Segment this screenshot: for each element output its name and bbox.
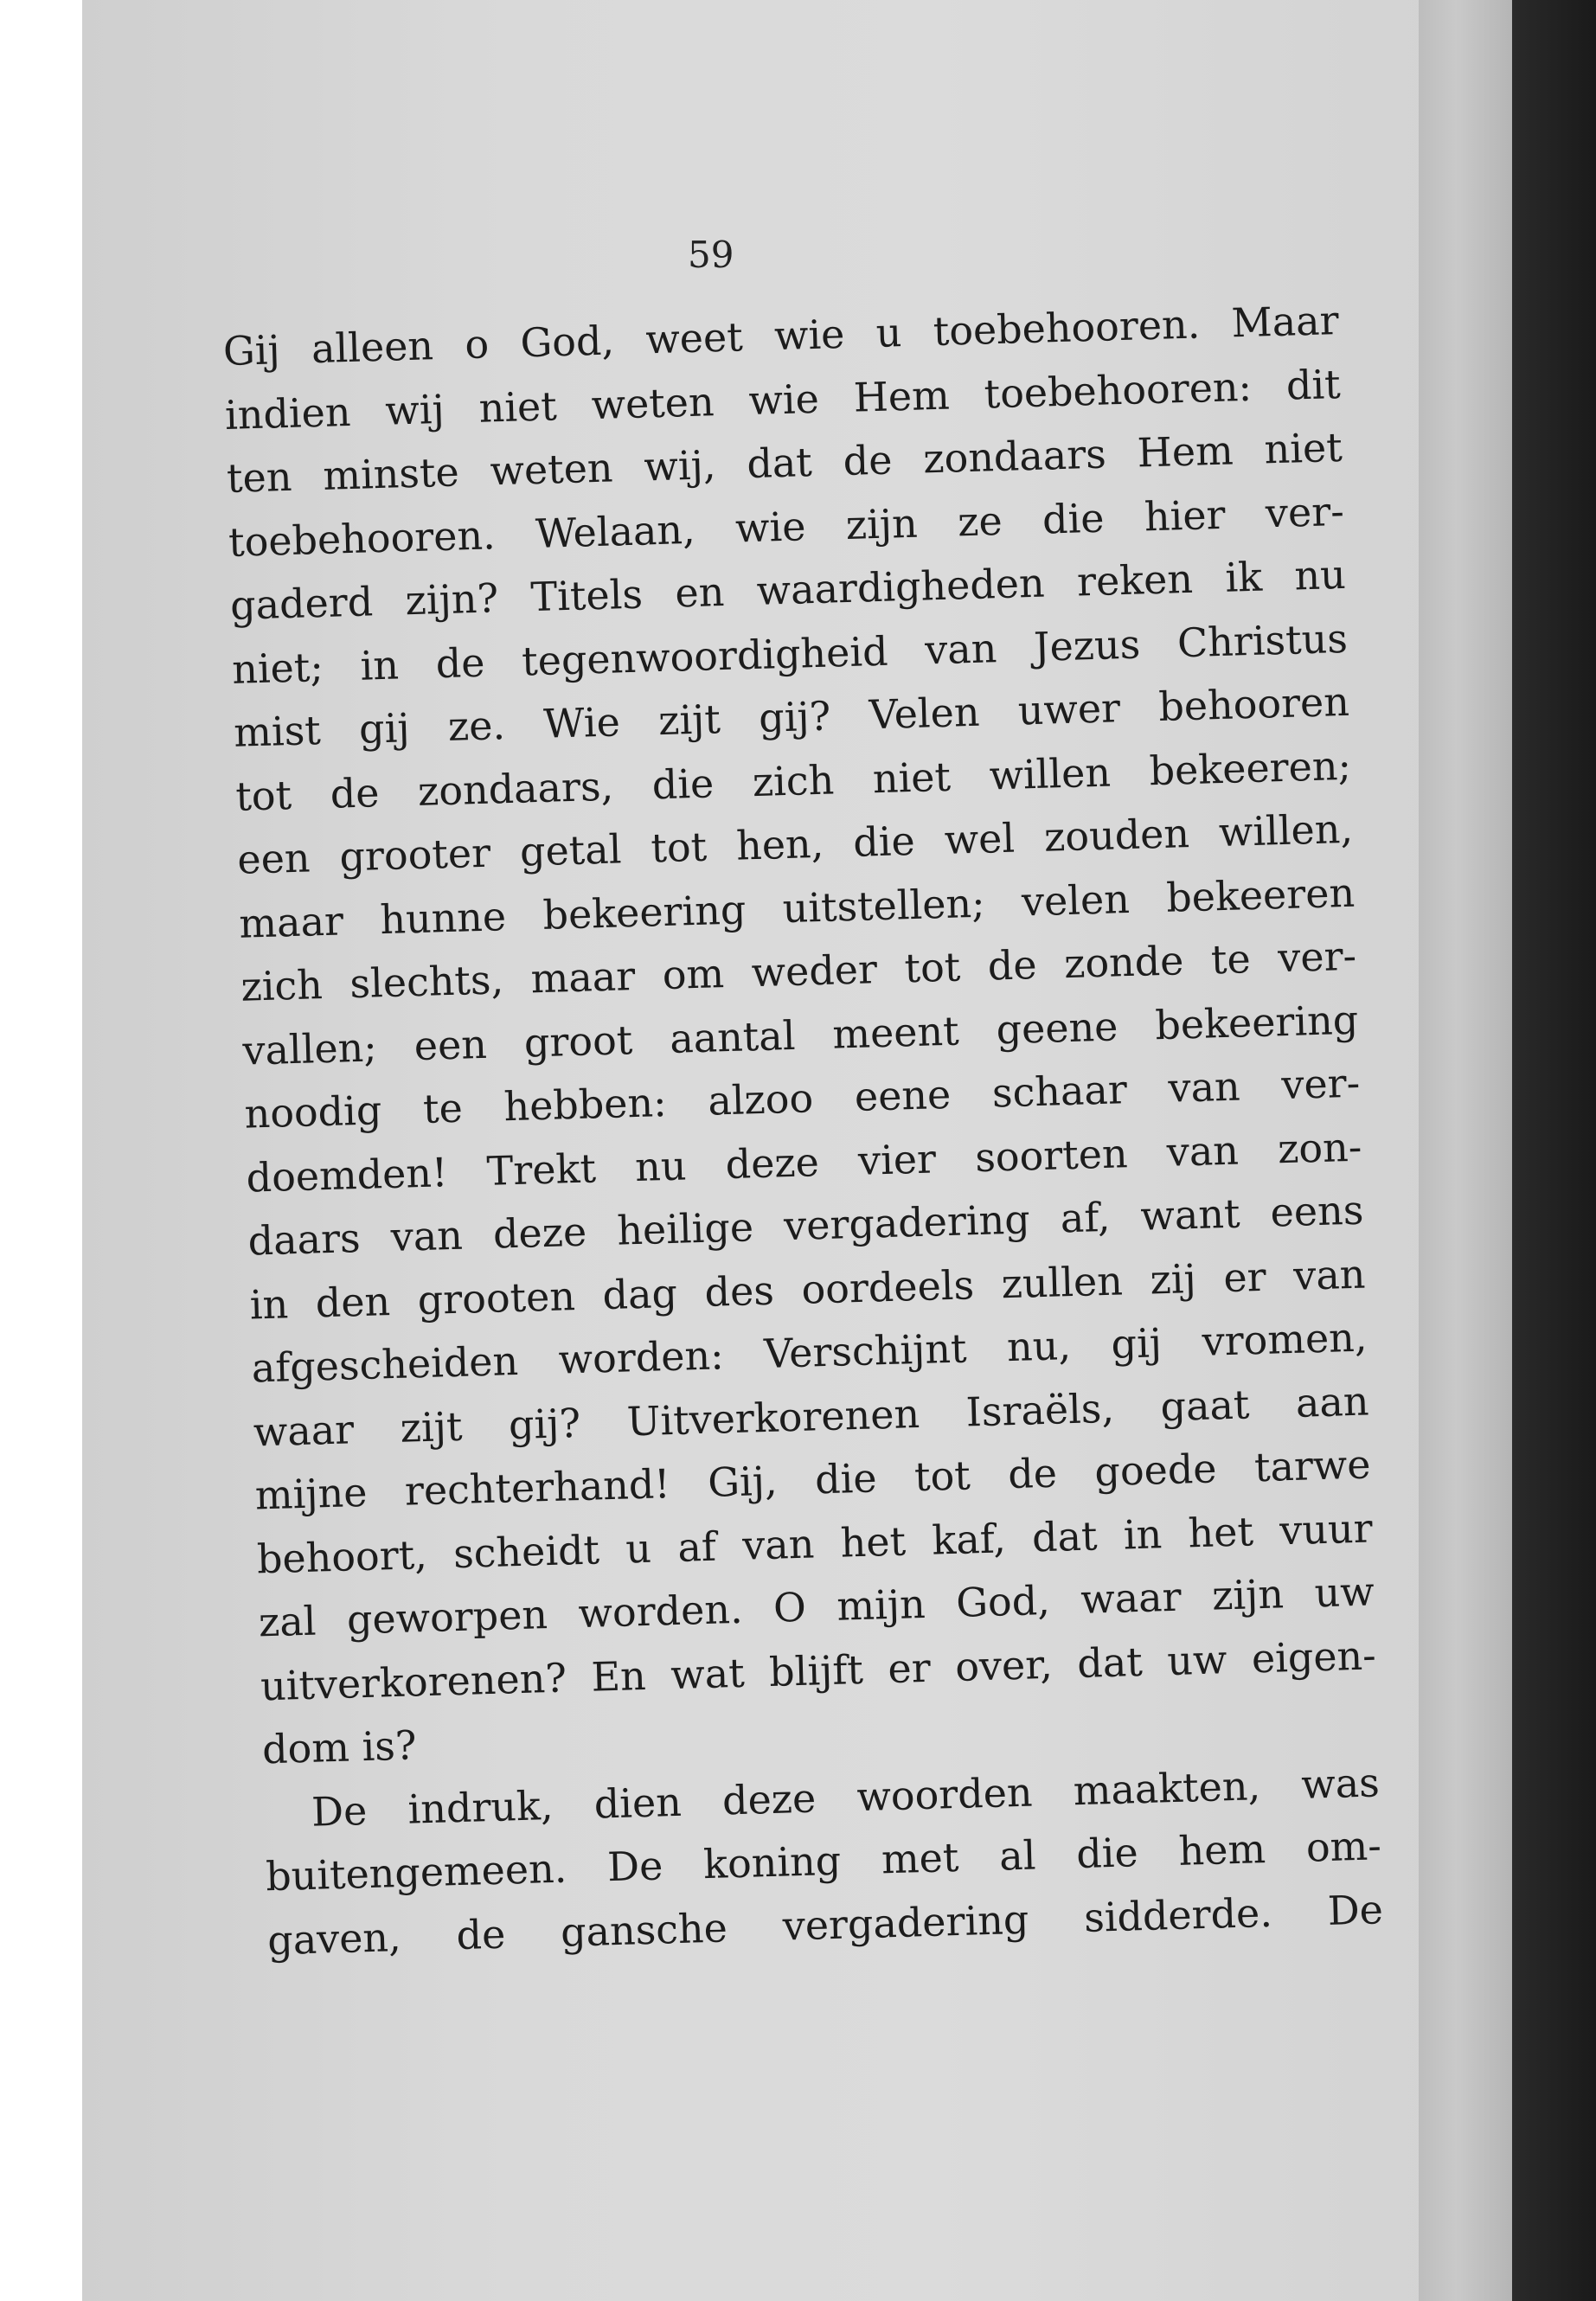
text-line: De indruk, dien deze woorden maakten, was [311, 1758, 1381, 1836]
text-line: mijne rechterhand! Gij, die tot de goede tarwe [254, 1440, 1372, 1519]
text-line: niet; in de tegenwoordigheid van Jezus Christus [231, 614, 1349, 693]
text-line: toebehooren. Welaan, wie zijn ze die hier ver- [228, 487, 1345, 566]
text-line: daars van deze heilige vergadering af, want eens [247, 1186, 1364, 1265]
text-line: een grooter getal tot hen, die wel zouden willen, [236, 804, 1354, 883]
text-line: noodig te hebben: alzoo eene schaar van ver- [243, 1059, 1361, 1138]
text-line: afgescheiden worden: Verschijnt nu, gij vromen, [251, 1313, 1368, 1392]
text-line: buitengemeen. De koning met al die hem om- [265, 1822, 1382, 1900]
text-line: doemden! Trekt nu deze vier soorten van zon- [245, 1123, 1362, 1202]
text-line: dom is? [261, 1721, 418, 1773]
page-edge [1419, 0, 1512, 2301]
body-text [222, 289, 1384, 1972]
page-number: 59 [688, 234, 734, 276]
text-line: indien wij niet weten wie Hem toebehooren: dit [224, 360, 1342, 439]
text-line: gaderd zijn? Titels en waardigheden reken ik nu [229, 550, 1347, 629]
text-line: maar hunne bekeering uitstellen; velen bekeeren [238, 868, 1356, 947]
text-line: waar zijt gij? Uitverkorenen Israëls, gaat aan [253, 1376, 1370, 1455]
text-line: in den grooten dag des oordeels zullen zij er van [249, 1250, 1367, 1329]
book-binding [1512, 0, 1596, 2301]
text-line: Gij alleen o God, weet wie u toebehooren. Maar [222, 296, 1340, 375]
text-line: uitverkorenen? En wat blijft er over, dat uw eigen- [260, 1631, 1377, 1709]
text-line: zich slechts, maar om weder tot de zonde te ver- [240, 932, 1357, 1010]
text-line: ten minste weten wij, dat de zondaars Hem niet [226, 423, 1343, 502]
text-line: vallen; een groot aantal meent geene bekeering [241, 996, 1359, 1074]
text-line: behoort, scheidt u af van het kaf, dat in het vuur [256, 1503, 1374, 1582]
text-line: gaven, de gansche vergadering sidderde. De [266, 1885, 1384, 1964]
text-line: zal geworpen worden. O mijn God, waar zijn uw [258, 1567, 1375, 1646]
scan-margin [0, 0, 82, 2301]
text-line: mist gij ze. Wie zijt gij? Velen uwer behooren [233, 677, 1350, 756]
book-page [82, 0, 1501, 2301]
text-line: tot de zondaars, die zich niet willen bekeeren; [234, 741, 1352, 820]
